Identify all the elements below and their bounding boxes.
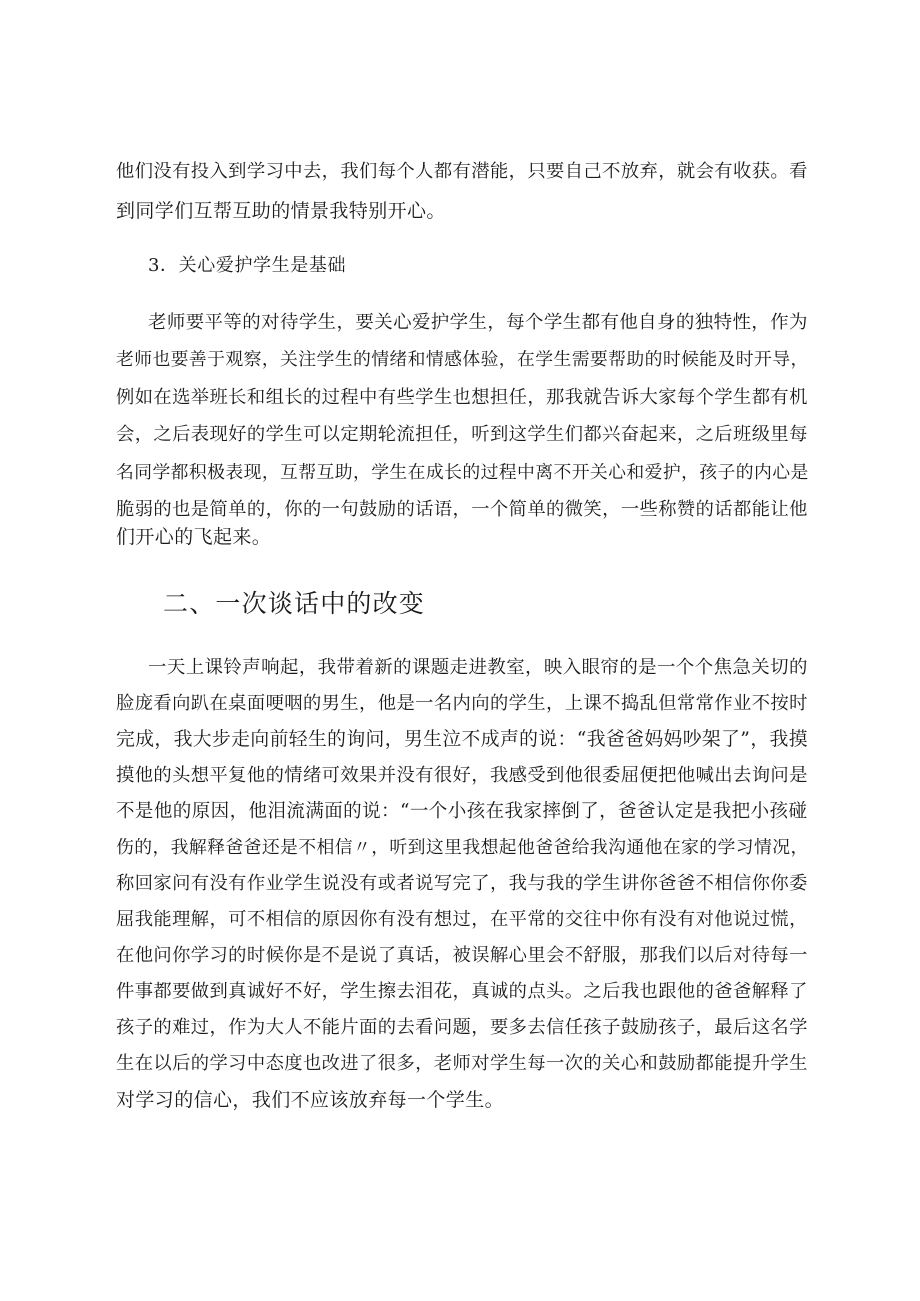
paragraph-line: 在他问你学习的时候你是不是说了真话，被误解心里会不舒服，那我们以后对待每一 — [116, 945, 808, 966]
paragraph-line: 完成，我大步走向前轻生的询问，男生泣不成声的说：“我爸爸妈妈吵架了”，我摸 — [116, 729, 808, 750]
paragraph-line: 老师要平等的对待学生，要关心爱护学生，每个学生都有他自身的独特性，作为 — [148, 312, 808, 333]
paragraph-line: 件事都要做到真诚好不好，学生擦去泪花，真诚的点头。之后我也跟他的爸爸解释了 — [116, 981, 808, 1002]
paragraph-line: 摸他的头想平复他的情绪可效果并没有很好，我感受到他很委屈便把他喊出去询问是 — [116, 765, 808, 786]
paragraph-line: 他们没有投入到学习中去，我们每个人都有潜能，只要自己不放弃，就会有收获。看 — [116, 161, 808, 182]
paragraph-line: 脆弱的也是简单的，你的一句鼓励的话语，一个简单的微笑，一些称赞的话都能让他 — [116, 499, 808, 520]
paragraph-line: 对学习的信心，我们不应该放弃每一个学生。 — [116, 1089, 505, 1111]
paragraph-line: 不是他的原因，他泪流满面的说：“一个小孩在我家摔倒了，爸爸认定是我把小孩碰 — [116, 801, 808, 822]
paragraph-line: 会，之后表现好的学生可以定期轮流担任，听到这学生们都兴奋起来，之后班级里每 — [116, 424, 808, 445]
paragraph-line: 名同学都积极表现，互帮互助，学生在成长的过程中离不开关心和爱护，孩子的内心是 — [116, 462, 809, 483]
paragraph-line: 生在以后的学习中态度也改进了很多，老师对学生每一次的关心和鼓励都能提升学生 — [116, 1053, 808, 1074]
paragraph-line: 孩子的难过，作为大人不能片面的去看问题，要多去信任孩子鼓励孩子，最后这名学 — [116, 1017, 808, 1038]
paragraph-line: 脸庞看向趴在桌面哽咽的男生，他是一名内向的学生，上课不捣乱但常常作业不按时 — [116, 693, 808, 714]
paragraph-line: 例如在选举班长和组长的过程中有些学生也想担任，那我就告诉大家每个学生都有机 — [116, 387, 808, 408]
paragraph-line: 屈我能理解，可不相信的原因你有没有想过，在平常的交往中你有没有对他说过慌， — [116, 909, 808, 930]
section-heading: 二、一次谈话中的改变 — [163, 589, 426, 618]
paragraph-line: 伤的，我解释爸爸还是不相信〃，听到这里我想起他爸爸给我沟通他在家的学习情况， — [116, 837, 809, 858]
paragraph-line: 们开心的飞起来。 — [116, 526, 272, 548]
paragraph-line: 到同学们互帮互助的情景我特别开心。 — [116, 200, 446, 222]
paragraph-line: 称回家问有没有作业学生说没有或者说写完了，我与我的学生讲你爸爸不相信你你委 — [116, 873, 808, 894]
paragraph-line: 老师也要善于观察，关注学生的情绪和情感体验，在学生需要帮助的时候能及时开导， — [116, 349, 809, 370]
subheading: 3．关心爱护学生是基础 — [148, 255, 347, 276]
paragraph-line: 一天上课铃声响起，我带着新的课题走进教室，映入眼帘的是一个个焦急关切的 — [148, 657, 808, 678]
